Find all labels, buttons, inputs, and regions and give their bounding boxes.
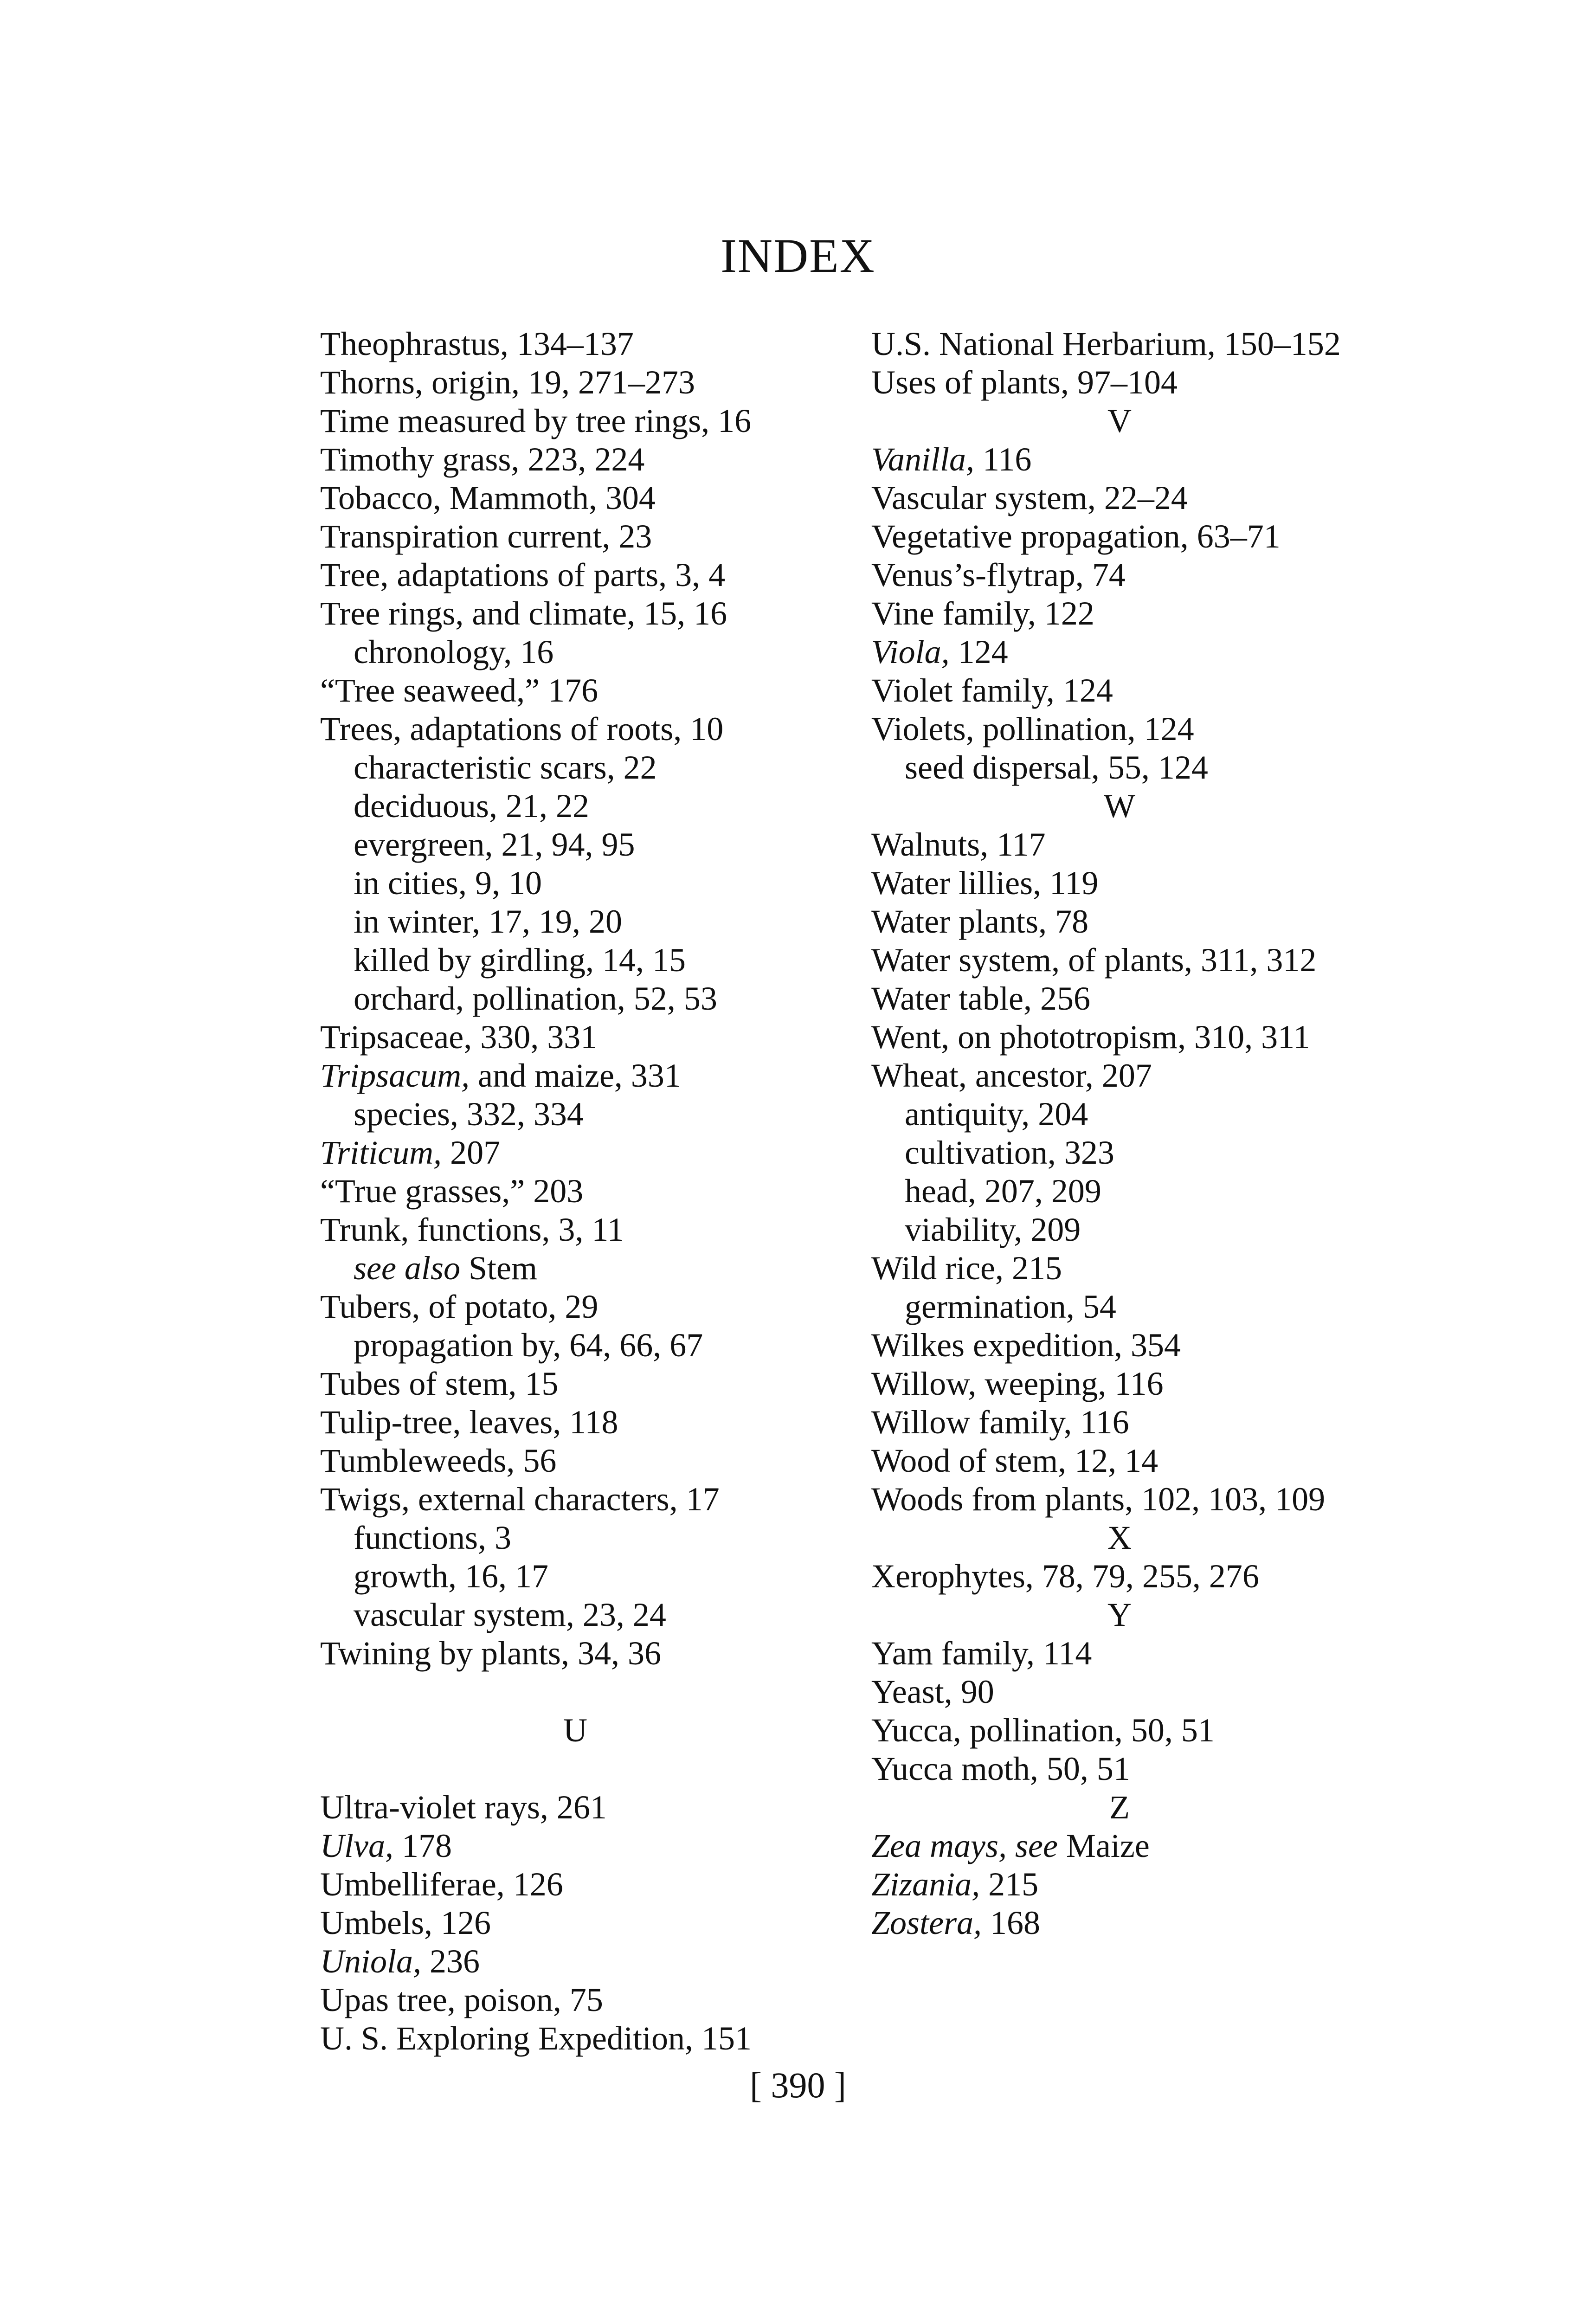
index-entry-text: Willow family, 116 [871, 1404, 1129, 1441]
index-subentry [871, 1211, 1451, 1249]
index-entry [871, 1442, 1451, 1480]
index-subentry [320, 633, 830, 671]
index-entry [871, 1750, 1451, 1788]
index-entry-italic: Zizania, [871, 1866, 980, 1903]
index-entry-text: Time measured by tree rings, 16 [320, 402, 752, 439]
index-entry-italic: see also [354, 1250, 460, 1287]
index-entry-text: U [563, 1712, 587, 1749]
index-entry-text: Water system, of plants, 311, 312 [871, 941, 1317, 979]
index-entry [320, 1057, 830, 1095]
index-subentry [871, 1172, 1451, 1211]
index-entry-text: 116 [974, 441, 1032, 478]
index-entry-text: Tubes of stem, 15 [320, 1365, 559, 1402]
index-entry-text: Water plants, 78 [871, 903, 1089, 940]
index-spacer [320, 1673, 830, 1711]
index-entry [320, 710, 830, 748]
index-entry-text: orchard, pollination, 52, 53 [354, 980, 717, 1017]
index-entry-text: Umbels, 126 [320, 1904, 491, 1941]
index-entry [320, 402, 830, 440]
index-entry [320, 1172, 830, 1211]
index-entry [871, 1904, 1451, 1942]
index-entry-text: Yucca, pollination, 50, 51 [871, 1712, 1215, 1749]
index-entry [871, 594, 1451, 633]
index-entry [320, 1403, 830, 1442]
index-subentry [320, 1519, 830, 1557]
index-entry [871, 980, 1451, 1018]
index-entry-text: Tobacco, Mammoth, 304 [320, 479, 656, 516]
index-entry [320, 363, 830, 402]
index-subentry [871, 1134, 1451, 1172]
index-entry [871, 363, 1451, 402]
index-entry-text: Wild rice, 215 [871, 1250, 1062, 1287]
index-entry-text: 236 [421, 1943, 480, 1980]
index-entry [871, 1403, 1451, 1442]
index-entry-text: Twigs, external characters, 17 [320, 1481, 720, 1518]
index-entry [871, 1249, 1451, 1288]
index-entry-text: V [1107, 402, 1132, 439]
index-section-letter [871, 402, 1451, 440]
index-entry-text: Tree, adaptations of parts, 3, 4 [320, 556, 726, 593]
index-entry [871, 1018, 1451, 1057]
index-entry [320, 1634, 830, 1673]
index-entry [320, 1288, 830, 1326]
page-number: [ 390 ] [750, 2065, 846, 2105]
index-subentry [320, 980, 830, 1018]
index-entry-text: Willow, weeping, 116 [871, 1365, 1164, 1402]
index-subentry [320, 1557, 830, 1596]
index-entry-text: antiquity, 204 [905, 1096, 1088, 1133]
index-entry-text: Violets, pollination, 124 [871, 710, 1194, 748]
index-entry [871, 479, 1451, 517]
page-title: INDEX [721, 229, 875, 283]
index-entry-text: characteristic scars, 22 [354, 749, 657, 786]
index-entry-text: Timothy grass, 223, 224 [320, 441, 645, 478]
index-entry-text: vascular system, 23, 24 [354, 1596, 666, 1633]
index-entry-text: Tripsaceae, 330, 331 [320, 1018, 598, 1056]
index-entry-text: killed by girdling, 14, 15 [354, 941, 686, 979]
index-entry-text: functions, 3 [354, 1519, 511, 1556]
index-entry-text: Venus’s-flytrap, 74 [871, 556, 1126, 593]
index-entry [871, 902, 1451, 941]
index-entry [871, 864, 1451, 902]
index-entry-text: “Tree seaweed,” 176 [320, 672, 598, 709]
index-entry-italic: Zostera, [871, 1904, 982, 1941]
index-entry-italic: Vanilla, [871, 441, 975, 478]
index-subentry [871, 748, 1451, 787]
index-entry-text: Vascular system, 22–24 [871, 479, 1188, 516]
index-entry-text: 124 [949, 633, 1008, 670]
index-entry [320, 1480, 830, 1519]
index-entry-text: W [1104, 787, 1135, 825]
index-spacer [320, 1750, 830, 1788]
index-entry [320, 556, 830, 594]
index-entry [871, 1365, 1451, 1403]
index-entry-text: X [1107, 1519, 1132, 1556]
index-entry-text: cultivation, 323 [905, 1134, 1114, 1171]
index-subentry [320, 941, 830, 980]
index-entry-text: Wilkes expedition, 354 [871, 1327, 1181, 1364]
index-subentry [320, 864, 830, 902]
index-entry-text: Yucca moth, 50, 51 [871, 1750, 1130, 1787]
index-entry-text: “True grasses,” 203 [320, 1173, 584, 1210]
index-entry [871, 556, 1451, 594]
index-entry-text: germination, 54 [905, 1288, 1116, 1325]
index-entry [871, 710, 1451, 748]
index-entry [871, 325, 1451, 363]
index-entry-italic: Zea mays, see [871, 1827, 1058, 1864]
index-entry-text: Yam family, 114 [871, 1635, 1092, 1672]
index-entry [320, 2019, 830, 2058]
index-entry [871, 1827, 1451, 1865]
index-section-letter [871, 1596, 1451, 1634]
index-entry-text: Trees, adaptations of roots, 10 [320, 710, 724, 748]
index-entry-text: Transpiration current, 23 [320, 518, 652, 555]
index-entry [320, 325, 830, 363]
index-entry [871, 517, 1451, 556]
index-entry-text: Theophrastus, 134–137 [320, 325, 634, 362]
index-entry [871, 440, 1451, 479]
index-entry [871, 941, 1451, 980]
index-entry [871, 1634, 1451, 1673]
index-entry [320, 1827, 830, 1865]
index-entry [320, 440, 830, 479]
index-entry [871, 633, 1451, 671]
index-entry-italic: Tripsacum, [320, 1057, 470, 1094]
index-entry-text: Violet family, 124 [871, 672, 1113, 709]
index-entry [871, 1057, 1451, 1095]
index-section-letter [871, 787, 1451, 825]
index-entry-text: Trunk, functions, 3, 11 [320, 1211, 624, 1248]
index-entry [871, 1480, 1451, 1519]
index-entry-text: Tree rings, and climate, 15, 16 [320, 595, 727, 632]
index-entry-italic: Ulva, [320, 1827, 393, 1864]
index-entry-text: Vine family, 122 [871, 595, 1094, 632]
index-entry-text: Thorns, origin, 19, 271–273 [320, 364, 695, 401]
index-entry-text: Twining by plants, 34, 36 [320, 1635, 661, 1672]
index-entry [320, 594, 830, 633]
index-entry-text: 178 [393, 1827, 452, 1864]
index-entry [320, 1788, 830, 1827]
index-entry-text: seed dispersal, 55, 124 [905, 749, 1208, 786]
index-entry-italic: Uniola, [320, 1943, 422, 1980]
index-entry [320, 479, 830, 517]
index-section-letter [320, 1711, 830, 1750]
index-section-letter [871, 1788, 1451, 1827]
index-entry [871, 1711, 1451, 1750]
index-entry [320, 1904, 830, 1942]
index-subentry [320, 748, 830, 787]
index-entry [320, 671, 830, 710]
index-entry-text: Woods from plants, 102, 103, 109 [871, 1481, 1326, 1518]
index-entry-text: 215 [980, 1866, 1039, 1903]
index-subentry [320, 1249, 830, 1288]
index-entry-text: U. S. Exploring Expedition, 151 [320, 2020, 752, 2057]
index-entry-text: Went, on phototropism, 310, 311 [871, 1018, 1310, 1056]
index-entry [871, 1865, 1451, 1904]
index-entry-text: viability, 209 [905, 1211, 1081, 1248]
index-entry-text: evergreen, 21, 94, 95 [354, 826, 635, 863]
index-entry [320, 1134, 830, 1172]
index-entry-text: in winter, 17, 19, 20 [354, 903, 623, 940]
index-entry-italic: Triticum, [320, 1134, 442, 1171]
index-subentry [320, 902, 830, 941]
index-entry [320, 1365, 830, 1403]
index-entry-text: Ultra-violet rays, 261 [320, 1789, 607, 1826]
index-entry-text: Vegetative propagation, 63–71 [871, 518, 1281, 555]
index-subentry [871, 1288, 1451, 1326]
index-section-letter [871, 1519, 1451, 1557]
index-column-left [320, 325, 830, 2058]
index-entry-text: growth, 16, 17 [354, 1558, 548, 1595]
index-entry-italic: Viola, [871, 633, 950, 670]
index-entry [320, 1942, 830, 1981]
index-entry [320, 1018, 830, 1057]
index-subentry [320, 1326, 830, 1365]
index-entry [871, 671, 1451, 710]
index-entry-text: in cities, 9, 10 [354, 864, 542, 902]
index-entry [320, 1865, 830, 1904]
index-entry [871, 825, 1451, 864]
index-entry [871, 1557, 1451, 1596]
index-entry-text: Umbelliferae, 126 [320, 1866, 563, 1903]
index-entry-text: Upas tree, poison, 75 [320, 1981, 603, 2018]
index-entry-text: Wheat, ancestor, 207 [871, 1057, 1152, 1094]
index-entry-text: Y [1107, 1596, 1132, 1633]
index-entry-text: Tubers, of potato, 29 [320, 1288, 598, 1325]
index-entry-text: Wood of stem, 12, 14 [871, 1442, 1158, 1479]
index-column-right [871, 325, 1451, 1942]
index-entry-text: Yeast, 90 [871, 1673, 994, 1710]
index-entry-text: and maize, 331 [470, 1057, 681, 1094]
index-subentry [871, 1095, 1451, 1134]
index-subentry [320, 825, 830, 864]
index-entry-text: Water lillies, 119 [871, 864, 1099, 902]
index-entry-text: Water table, 256 [871, 980, 1091, 1017]
index-entry-text: Maize [1057, 1827, 1150, 1864]
index-subentry [320, 1095, 830, 1134]
index-entry-text: U.S. National Herbarium, 150–152 [871, 325, 1341, 362]
index-entry-text: Tumbleweeds, 56 [320, 1442, 557, 1479]
index-entry-text: Tulip-tree, leaves, 118 [320, 1404, 618, 1441]
index-entry [871, 1326, 1451, 1365]
index-entry [320, 1442, 830, 1480]
index-entry-text: Z [1109, 1789, 1130, 1826]
index-entry-text: Uses of plants, 97–104 [871, 364, 1178, 401]
index-entry [871, 1673, 1451, 1711]
index-entry-text: head, 207, 209 [905, 1173, 1101, 1210]
index-entry-text: 207 [442, 1134, 501, 1171]
index-entry-text: Stem [460, 1250, 537, 1287]
index-entry-text: Walnuts, 117 [871, 826, 1046, 863]
index-entry [320, 517, 830, 556]
index-entry-text: Xerophytes, 78, 79, 255, 276 [871, 1558, 1259, 1595]
index-entry-text: deciduous, 21, 22 [354, 787, 589, 825]
index-entry [320, 1211, 830, 1249]
index-entry-text: species, 332, 334 [354, 1096, 584, 1133]
index-entry-text: 168 [982, 1904, 1041, 1941]
index-entry-text: propagation by, 64, 66, 67 [354, 1327, 703, 1364]
index-entry-text: chronology, 16 [354, 633, 554, 670]
index-subentry [320, 787, 830, 825]
index-subentry [320, 1596, 830, 1634]
index-entry [320, 1981, 830, 2019]
